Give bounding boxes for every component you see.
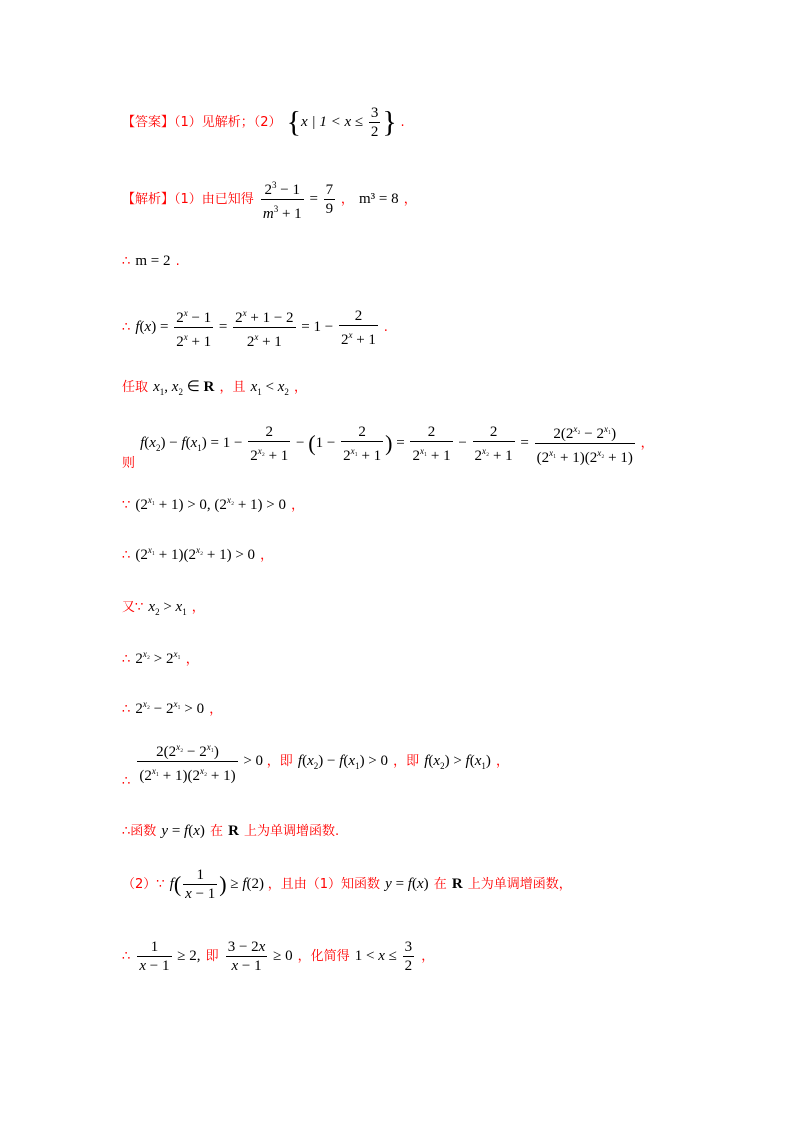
part2-line: （2）∵ f( $\frac{1}{x - 1}$ ) ≥ f(2) ，且由（1）知函数 y = f(x) 在 R 上为单调增函数，: [122, 867, 572, 902]
difference-line: $_则$ $f(x_2) - f(x_1) = 1$ − $\frac{2}{2^{x_2} + 1}$ − (1 − $\frac{2}{2^{x_1} + 1}$ ) = $\frac{2}{2^{x_1} + 1}$ − $\frac{2}{2^{x_2} + 1}$ = $\frac{2(2^{x_2} - 2^{x_1})}{(2^{x_1} + 1)(2^{x_2} + 1)}$ ，: [122, 420, 654, 471]
monotone-line: ∴函数 y = f(x) 在 R 上为单调增函数.: [122, 823, 340, 839]
take-line: 任取 $x_1$, $x_2$ ∈ R ，且 $x_1 < x_2$ ，: [122, 379, 307, 397]
final-line: ∴ $\frac{1}{x - 1}$ ≥ 2, 即 $\frac{3 - 2x}{x - 1}$ ≥ 0 ，化简得 1 < x ≤ $\frac{3}{2}$ ，: [122, 939, 435, 974]
sign-conclusion-line: $_\therefore$ $\frac{2(2^{x_2} - 2^{x_1})}{(2^{x_1} + 1)(2^{x_2} + 1)}$ > 0 ，即 $f(x_2) - f(x_1) > 0$ ，即 $f(x_2) > f(x_1)$ ，: [122, 738, 509, 789]
given-equation: $\frac{2^3 - 1}{m^3 + 1}$ = $\frac{7}{9}$: [259, 191, 341, 207]
product-line: ∴ $(2^{x_1} + 1)(2^{x_2} + 1) > 0$ ，: [122, 545, 274, 563]
again-line: 又∵ $x_2 > x_1$ ，: [122, 599, 205, 617]
answer-line: 【答案】（1）见解析；（2） {x | 1 < x ≤ $\frac{3}{2}$ } .: [122, 105, 405, 140]
answer-set: {x | 1 < x ≤ $\frac{3}{2}$ }: [286, 105, 397, 140]
m-value-line: ∴ m = 2 .: [122, 253, 180, 269]
fx-definition: ∴ f(x) = $\frac{2^x - 1}{2^x + 1}$ = $\frac{2^x + 1 - 2}{2^x + 1}$ = 1 − $\frac{2}{2^x + 1}$ .: [122, 304, 388, 351]
analysis-label: 【解析】（1）由已知得: [122, 191, 254, 207]
power-compare-line: ∴ $2^{x_2} > 2^{x_1}$ ，: [122, 649, 199, 667]
positivity-line: ∵ $(2^{x_1} + 1) > 0$, $(2^{x_2} + 1) > 0$ ，: [122, 495, 305, 513]
analysis-line: 【解析】（1）由已知得 $\frac{2^3 - 1}{m^3 + 1}$ = $\frac{7}{9}$ ， m³ = 8 ，: [122, 176, 417, 223]
power-diff-line: ∴ $2^{x_2} - 2^{x_1} > 0$ ，: [122, 699, 223, 717]
answer-label: 【答案】（1）见解析；（2）: [122, 114, 282, 130]
